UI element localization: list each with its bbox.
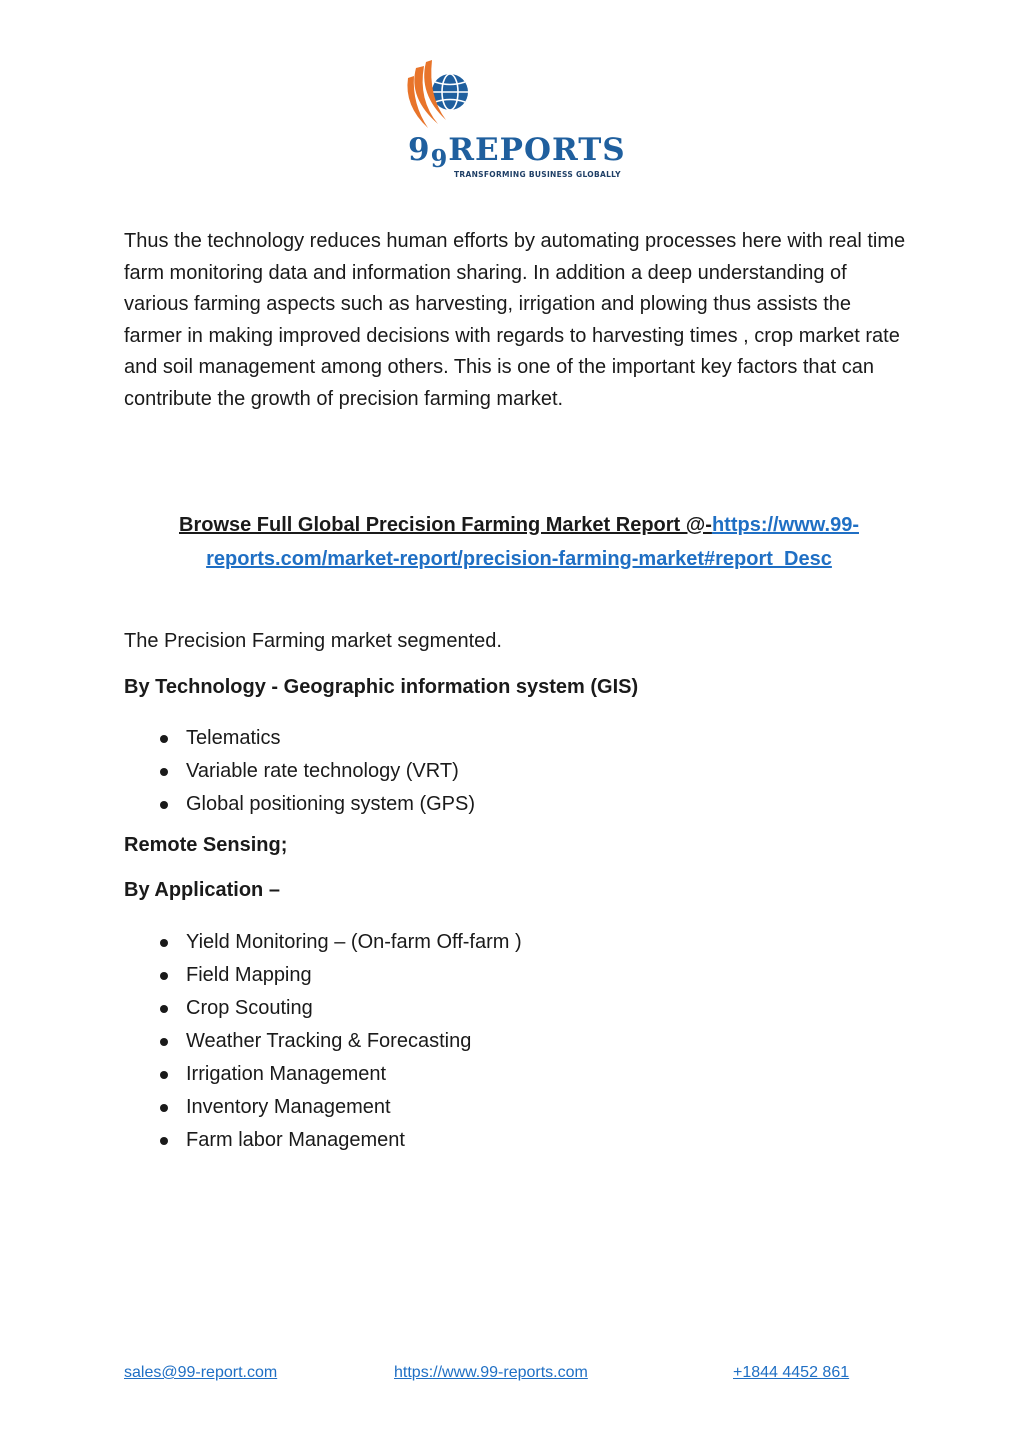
- list-item-label: Weather Tracking & Forecasting: [186, 1030, 472, 1052]
- footer-email-link[interactable]: sales@99-report.com: [124, 1364, 278, 1381]
- company-logo: [398, 58, 628, 188]
- browse-report-line: [124, 508, 914, 576]
- bullet-icon: [160, 1137, 168, 1145]
- report-link[interactable]: https://www.99-reports.com/market-report/precision-farming-market#report_Desc: [206, 514, 859, 570]
- logo-brand-name: REPORTS: [448, 132, 626, 168]
- list-item-label: Field Mapping: [186, 964, 312, 986]
- logo-nine: 9: [408, 132, 431, 168]
- list-item-label: Global positioning system (GPS): [186, 793, 476, 815]
- list-item-label: Irrigation Management: [186, 1063, 387, 1085]
- list-item: [160, 1058, 522, 1091]
- technology-heading: By Technology - Geographic information system (GIS): [124, 676, 639, 698]
- list-item: [160, 1025, 522, 1058]
- bullet-icon: [160, 972, 168, 980]
- bullet-icon: [160, 1104, 168, 1112]
- bullet-icon: [160, 801, 168, 809]
- list-item: [160, 926, 522, 959]
- list-item-label: Farm labor Management: [186, 1129, 405, 1151]
- bullet-icon: [160, 939, 168, 947]
- list-item-label: Inventory Management: [186, 1096, 391, 1118]
- logo-tagline: TRANSFORMING BUSINESS GLOBALLY: [454, 170, 621, 179]
- list-item: [160, 722, 475, 755]
- list-item-label: Variable rate technology (VRT): [186, 760, 459, 782]
- application-heading: By Application –: [124, 879, 280, 901]
- list-item-label: Crop Scouting: [186, 997, 313, 1019]
- segmented-text: The Precision Farming market segmented.: [124, 630, 502, 652]
- list-item-label: Yield Monitoring – (On-farm Off-farm ): [186, 931, 522, 953]
- browse-label: Browse Full Global Precision Farming Market Report @-: [179, 514, 712, 536]
- list-item: [160, 1091, 522, 1124]
- globe-swoosh-icon: [398, 58, 628, 138]
- footer-website-link[interactable]: https://www.99-reports.com: [394, 1364, 588, 1381]
- technology-list: [160, 722, 475, 821]
- remote-sensing-heading: Remote Sensing;: [124, 834, 288, 856]
- bullet-icon: [160, 1005, 168, 1013]
- list-item: [160, 992, 522, 1025]
- logo-wordmark: [408, 132, 626, 173]
- bullet-icon: [160, 1038, 168, 1046]
- bullet-icon: [160, 735, 168, 743]
- list-item-label: Telematics: [186, 727, 281, 749]
- list-item: [160, 959, 522, 992]
- list-item: [160, 755, 475, 788]
- footer-phone-link[interactable]: +1844 4452 861: [733, 1364, 850, 1381]
- intro-paragraph: Thus the technology reduces human efforts by automating processes here with real time farm monitoring data and information sharing. In addition a deep understanding of various farming aspects such as harvesting, irrigation and plowing thus assists the farmer in making improved decisions with regards to harvesting times , crop market rate and soil management among others. This is one of the important key factors that can contribute the growth of precision farming market.: [124, 230, 906, 410]
- list-item: [160, 788, 475, 821]
- list-item: [160, 1124, 522, 1157]
- bullet-icon: [160, 768, 168, 776]
- logo-nine-sub: 9: [430, 144, 449, 173]
- application-list: [160, 926, 522, 1157]
- bullet-icon: [160, 1071, 168, 1079]
